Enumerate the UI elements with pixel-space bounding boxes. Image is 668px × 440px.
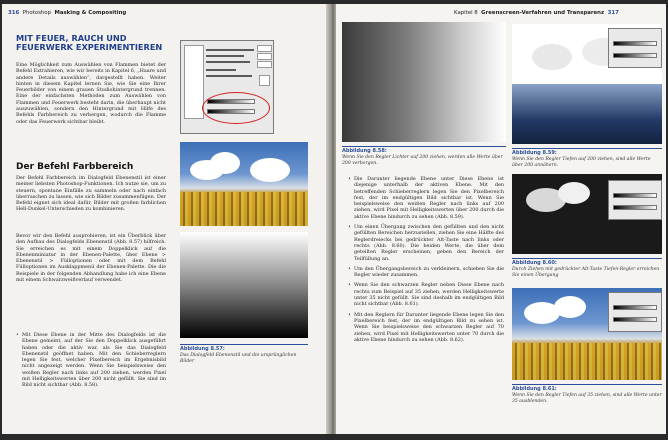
left-page <box>2 4 330 434</box>
cloud <box>532 44 572 70</box>
sunflower-field <box>180 192 308 226</box>
fig60-caption-text: Durch Ziehen mit gedrückter Alt-Taste Tiefen-Regler erreichen Sie einen Übergang <box>512 267 660 278</box>
sky-dark-band <box>512 84 662 144</box>
cloud <box>558 182 590 204</box>
bullet-item: • Um den Übergangsbereich zu verkleinern, schieben Sie die Regler wieder zusammen. <box>348 266 504 279</box>
dialog-bar <box>206 75 252 77</box>
bullet-item: • Um einen Übergang zwischen den gefüllten und den nicht gefüllten Bereichen herzustellen, ziehen Sie eine Hälfte des Reglerdreiecks bei gedrückter Alt-Taste nach links oder rechts (Abb. 8.60). Die beiden Werte, die über dem geteilten Regler erscheinen, geben den Bereich der Teilfüllung an. <box>348 224 504 262</box>
bullet-item: • Mit Diese Ebene in der Mitte des Dialogfelds ist die Ebene gemeint, auf der Sie den Doppelklick ausgeführt haben oder die aktiv war, als Sie das Dialogfeld Ebenenstil geöffnet haben. Mit den Schieberreglern legen Sie fest, welcher Pixelbereich im Ergebnisbild nicht angezeigt werden. Wenn Sie beispielsweise den weißen Regler nach links auf 200 ziehen, werden Pixel mit Helligkeitswerten über 200 nicht gefüllt. Sie sind im Bild nicht sichtbar (Abb. 8.58). <box>16 332 166 389</box>
this-layer-slider[interactable] <box>613 193 657 198</box>
blend-if-panel <box>608 292 662 332</box>
preview-swatch <box>259 75 270 86</box>
cloud <box>250 158 290 182</box>
underlying-layer-slider[interactable] <box>613 317 657 322</box>
bullet-item: • Die Darunter liegende Ebene unter Diese Ebene ist diejenige unterhalb der aktiven Ebene. Mit den betreffenden Schieberreglern legen Sie den Pixelbereich fest, der im endgültigen Bild sichtbar ist. Wenn Sie beispielsweise den weißen Regler nach links auf 200 ziehen, wird Pixel mit Helligkeitswerten über 200 durch die aktive Ebene hindurch zu sehen (Abb. 8.59). <box>348 176 504 220</box>
section-heading: MIT FEUER, RAUCH UND FEUERWERK EXPERIMENTIEREN <box>16 33 163 52</box>
paragraph-2: Bevor wir den Befehl ausprobieren, ist ein Überblick über den Aufbau des Dialogfelds Ebenenstil (Abb. 8.57) hilfreich. Sie erreichen es mit einem Doppelklick auf die Ebenenminiatur in der Ebenen-Palette, über Ebene > Ebenenstil > Fülloptionen oder mit dem Befehl Fülloptionen im Ausklappmenü der Ebenen-Palette. Die die Beispiele in der folgenden Abhandlung habe ich eine Ebene mit einem Schwarzweißverlauf verwendet. <box>16 233 166 284</box>
figure-8-60-image <box>512 174 662 254</box>
gradient-panel <box>342 22 506 142</box>
blend-if-panel <box>608 28 662 68</box>
figure-8-59-image <box>512 24 662 144</box>
this-layer-slider[interactable] <box>613 41 657 46</box>
bullet-list-left <box>16 332 166 393</box>
fig59-caption-text: Wenn Sie den Regler Tiefen auf 200 ziehen, sind alle Werte über 200 annähern. <box>512 157 651 168</box>
cloud <box>554 296 586 318</box>
underlying-layer-slider[interactable] <box>613 53 657 58</box>
running-head-right: Kapitel 8 Greenscreen-Verfahren und Transparenz 317 <box>454 10 619 16</box>
fig61-caption-title: Abbildung 8.61: <box>512 384 662 392</box>
cancel-button[interactable] <box>257 53 272 60</box>
sunflower-field <box>512 343 662 380</box>
bullet-item: • Wenn Sie den schwarzen Regler neben Diese Ebene nach rechts zum Beispiel auf 35 ziehen, werden Helligkeitswerte unter 35 nicht gefüllt. Sie sind deshalb im endgültigen Bild nicht sichtbar (Abb. 8.61). <box>348 282 504 307</box>
ok-button[interactable] <box>257 45 272 52</box>
subheading: Der Befehl Farbbereich <box>16 162 134 172</box>
fig61-caption-text: Wenn Sie den Regler Tiefen auf 35 ziehen, sind alle Werte unter 35 ausblenden. <box>512 393 662 404</box>
paragraph-1: Der Befehl Farbbereich im Dialogfeld Ebenenstil ist einer meiner liebsten Photoshop-Funktionen. Ich nutze sie, um zu steuern, spontane Einfälle zu sammeln oder nach einfach überraschen zu lassen, wie sich Bilder zusammenfügen. Der Befehl eignet sich ideal dafür, Bilder mit großen farblichen Hell-Dunkel-Unterschieden zu kombinieren. <box>16 175 166 213</box>
right-page <box>336 4 666 434</box>
bw-gradient-image <box>180 232 308 338</box>
this-layer-slider[interactable] <box>613 305 657 310</box>
dialog-bar <box>206 49 254 51</box>
fig58-caption-text: Wenn Sie den Regler Lichter auf 200 ziehen, werden alle Werte über 200 verborgen. <box>342 155 503 166</box>
bullet-list-right <box>348 176 504 347</box>
dialog-bar <box>206 55 244 57</box>
blend-if-panel <box>608 180 662 220</box>
dialog-bar <box>206 61 250 63</box>
sunflower-sky-photo <box>180 142 308 226</box>
style-list <box>184 45 204 119</box>
running-head-left: 316 Photoshop Masking & Compositing <box>8 10 127 16</box>
bullet-item: • Mit den Reglern für Darunter liegende Ebene legen Sie den Pixelbereich fest, der im endgültigen Bild zu sehen ist. Wenn Sie beispielsweise den schwarzen Regler auf 70 ziehen, wird Pixel mit Helligkeitswerten unter 70 durch die aktive Ebene hindurch zu sehen (Abb. 8.62). <box>348 312 504 343</box>
dialog-bar <box>206 69 236 71</box>
fig59-caption-title: Abbildung 8.59: <box>512 148 662 156</box>
intro-paragraph: Eine Möglichkeit zum Auswählen von Flammen bietet der Befehl Extrahieren, wie wir bereits in Kapitel 6, „Haare und andere Details auswählen“, dargestellt haben. Weiter hinten in diesem Kapitel lernen Sie, wie Sie eine Ihrer Feuerbilder von einem grauen Studiohintergrund trennen. Eine der einfachsten Methoden zum Auswählen von Flammen und Feuerwerk besteht darin, die überhaupt nicht auszuwählen, sondern den Hintergrund mit Hilfe des Befehls Farbbereich zu verbergen, wodurch die Flamme oder das Feuerwerk sichtbar bleibt. <box>16 62 166 125</box>
figure-8-61-image <box>512 288 662 380</box>
figure-8-58-image <box>342 22 506 142</box>
figure-caption-title: Abbildung 8.57: <box>180 344 308 352</box>
new-style-button[interactable] <box>257 61 272 68</box>
fig58-caption-title: Abbildung 8.58: <box>342 146 506 154</box>
cloud <box>210 152 240 174</box>
fig60-caption-title: Abbildung 8.60: <box>512 258 662 266</box>
highlight-ellipse <box>202 92 270 124</box>
underlying-layer-slider[interactable] <box>613 205 657 210</box>
figure-caption-text: Das Dialogfeld Ebenenstil und die ursprünglichen Bilder <box>180 353 297 364</box>
